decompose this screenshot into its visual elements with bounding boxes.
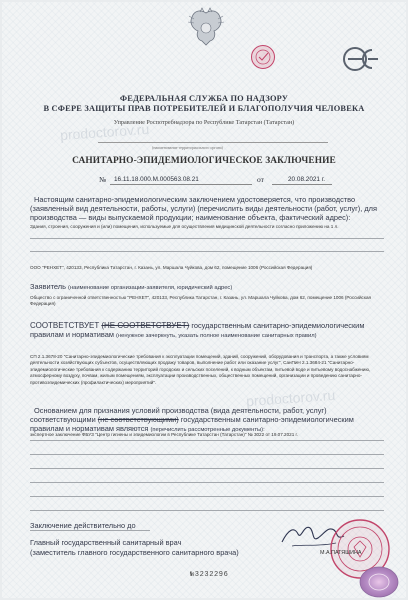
watermark: prodoctorov.ru	[59, 120, 150, 144]
number-label: №	[99, 175, 107, 184]
validity-label: Заключение действительно до	[30, 521, 136, 530]
coat-of-arms-emblem	[186, 7, 226, 49]
divider	[30, 468, 384, 469]
applicant-label: Заявитель	[30, 282, 66, 291]
facility-address: ООО "РЕНХЕТ", 420133, Республика Татарстан, г. Казань, ул. Маршала Чуйкова, дом 62, помещение 1006 (Российская Федерация)	[30, 265, 313, 270]
hologram-sticker	[358, 565, 400, 598]
divider	[30, 530, 150, 531]
divider	[272, 184, 332, 185]
conformity-struck: (НЕ СООТВЕТСТВУЕТ)	[101, 321, 190, 330]
document-number-row	[2, 175, 406, 187]
basis-text-a: Основанием для признания условий производства (вида деятельности, работ, услуг) соответствующими	[30, 406, 327, 424]
sanitary-rules-text: СП 2.1.3678-20 "Санитарно-эпидемиологические требования к эксплуатации помещений, зданий, сооружений, оборудования и транспорта, а также условиям деятельности хозяйствующих субъектов, осуществляющих продажу товаров, выполнение работ или оказание услуг", СанПиН 2.1.3684-21 "Санитарно-эпидемиологические требования к содержанию территорий городских и сельских поселений, к водным объектам, питьевой воде и питьевому водоснабжению, атмосферному воздуху, почвам, жилым помещениям, эксплуатации производственных, общественных помещений, организации и проведению санитарно-противоэпидемических (профилактических) мероприятий".	[30, 354, 371, 385]
small-stamp-icon	[250, 44, 276, 70]
conformity-statement	[30, 321, 386, 341]
certificate-page	[2, 2, 406, 598]
conformity-hint: (ненужное зачеркнуть, указать полное наименование санитарных правил)	[115, 333, 317, 339]
document-number: 16.11.18.000.М.000563.08.21	[114, 176, 199, 183]
agency-name-line1: ФЕДЕРАЛЬНАЯ СЛУЖБА ПО НАДЗОРУ	[119, 94, 289, 103]
signer-name: М.А.ПАТЯШИНА	[320, 550, 362, 556]
department-caption: (наименование территориального органа)	[152, 145, 223, 150]
divider	[30, 454, 384, 455]
basis-text-b: государственным санитарно-эпидемиологическим правилам и нормативам являются	[30, 415, 354, 433]
form-serial-number: №3232296	[190, 571, 229, 579]
divider	[30, 440, 384, 441]
basis-statement	[30, 406, 386, 435]
divider	[30, 482, 384, 483]
signer-note: (заместитель главного государственного санитарного врача)	[30, 548, 239, 557]
divider	[30, 251, 384, 252]
date-label: от	[257, 175, 264, 184]
applicant-label-row	[30, 282, 232, 291]
watermark: prodoctorov.ru	[245, 386, 336, 410]
signer-title: Главный государственный санитарный врач	[30, 538, 182, 547]
divider	[98, 142, 328, 143]
basis-hint: (перечислить рассмотренные документы):	[150, 427, 265, 433]
basis-struck: (не соответствующими)	[97, 415, 179, 424]
conformity-rest: государственным санитарно-эпидемиологическим правилам и нормативам	[30, 321, 365, 339]
expert-documents: экспертное заключение ФБУЗ "Центр гигиены и эпидемиологии в Республике Татарстан (Татарстан)" № 3022 от 19.07.2021 г.	[30, 432, 298, 437]
intro-paragraph: Настоящим санитарно-эпидемиологическим заключением удостоверяется, что производство (заявленный вид деятельности, работы, услуги) (перечислить виды деятельности (работ, услуг), для производства — виды выпускаемой продукции; наименование объекта, фактический адрес):	[30, 195, 377, 222]
agency-name-line2: В СФЕРЕ ЗАЩИТЫ ПРАВ ПОТРЕБИТЕЛЕЙ И БЛАГОПОЛУЧИЯ ЧЕЛОВЕКА	[43, 104, 365, 113]
divider	[30, 496, 384, 497]
applicant-note: (наименование организации-заявителя, юридический адрес)	[68, 285, 233, 291]
rospotrebnadzor-logo	[342, 46, 390, 72]
document-title: САНИТАРНО-ЭПИДЕМИОЛОГИЧЕСКОЕ ЗАКЛЮЧЕНИЕ	[72, 156, 336, 166]
activity-text: Здания, строения, сооружения и (или) помещения, используемые для осуществления медицинской деятельности согласно приложению на 1 л.	[30, 224, 339, 229]
applicant-details: Общество с ограниченной ответственностью "РЕНХЕТ", 420133, Республика Татарстан, г. Казань, ул. Маршала Чуйкова, дом 62, помещение 1006 (Российская Федерация)	[30, 295, 371, 307]
divider	[30, 238, 384, 239]
conformity-word: СООТВЕТСТВУЕТ	[30, 321, 100, 330]
department-name: Управление Роспотребнадзора по Республике Татарстан (Татарстан)	[113, 119, 295, 126]
document-date: 20.08.2021 г.	[288, 176, 326, 183]
divider	[110, 184, 252, 185]
divider	[30, 510, 384, 511]
